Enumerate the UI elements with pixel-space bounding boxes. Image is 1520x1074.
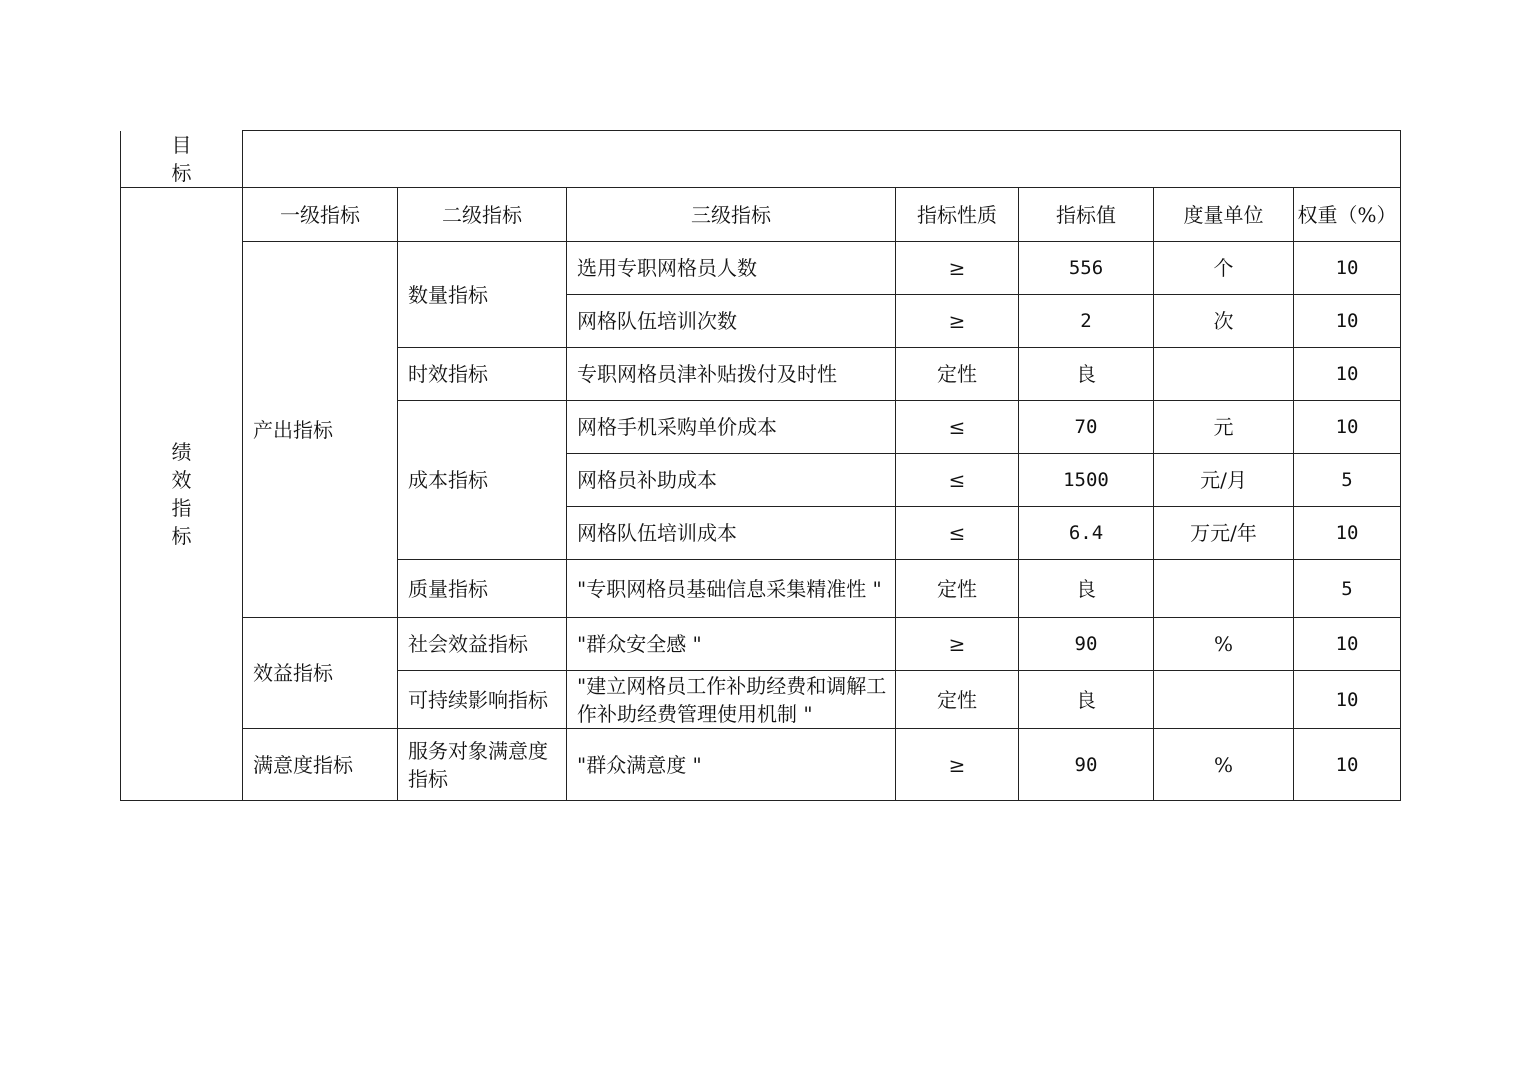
weight-cell: 10 <box>1294 618 1401 671</box>
unit-cell <box>1154 560 1294 618</box>
weight-cell: 5 <box>1294 560 1401 618</box>
level2-timeliness: 时效指标 <box>398 348 567 401</box>
value-cell: 良 <box>1019 671 1154 729</box>
goal-label-char: 目 <box>171 132 192 157</box>
value-cell: 70 <box>1019 401 1154 454</box>
goal-content-cell <box>243 131 1401 188</box>
level3-cell: 网格手机采购单价成本 <box>567 401 896 454</box>
unit-cell: 个 <box>1154 242 1294 295</box>
value-cell: 良 <box>1019 348 1154 401</box>
nature-cell: 定性 <box>896 560 1019 618</box>
weight-cell: 10 <box>1294 507 1401 560</box>
nature-cell: ≤ <box>896 507 1019 560</box>
goal-label-char: 标 <box>171 160 192 185</box>
level2-service: 服务对象满意度指标 <box>398 729 567 801</box>
unit-cell: 次 <box>1154 295 1294 348</box>
table-row <box>121 729 1401 801</box>
table-row <box>121 242 1401 295</box>
header-level3: 三级指标 <box>567 188 896 242</box>
value-cell: 6.4 <box>1019 507 1154 560</box>
goal-label-cell <box>121 131 243 188</box>
document-page <box>120 130 1401 801</box>
weight-cell: 10 <box>1294 348 1401 401</box>
level3-cell: 网格队伍培训成本 <box>567 507 896 560</box>
nature-cell: ≥ <box>896 295 1019 348</box>
unit-cell: 元 <box>1154 401 1294 454</box>
level3-cell: 网格队伍培训次数 <box>567 295 896 348</box>
section-label-cell <box>121 188 243 801</box>
value-cell: 90 <box>1019 618 1154 671</box>
section-label-char: 绩 <box>171 440 192 464</box>
header-unit: 度量单位 <box>1154 188 1294 242</box>
value-cell: 556 <box>1019 242 1154 295</box>
level3-cell: "建立网格员工作补助经费和调解工作补助经费管理使用机制 " <box>567 671 896 729</box>
level3-cell: "专职网格员基础信息采集精准性 " <box>567 560 896 618</box>
weight-cell: 10 <box>1294 295 1401 348</box>
level2-quantity: 数量指标 <box>398 242 567 348</box>
section-label-char: 指 <box>171 496 192 520</box>
unit-cell: % <box>1154 729 1294 801</box>
value-cell: 90 <box>1019 729 1154 801</box>
value-cell: 1500 <box>1019 454 1154 507</box>
level3-cell: 网格员补助成本 <box>567 454 896 507</box>
weight-cell: 10 <box>1294 671 1401 729</box>
level1-output: 产出指标 <box>243 242 398 618</box>
nature-cell: ≥ <box>896 242 1019 295</box>
level2-quality: 质量指标 <box>398 560 567 618</box>
header-level1: 一级指标 <box>243 188 398 242</box>
level3-cell: 选用专职网格员人数 <box>567 242 896 295</box>
level1-satisfaction: 满意度指标 <box>243 729 398 801</box>
weight-cell: 10 <box>1294 729 1401 801</box>
nature-cell: 定性 <box>896 348 1019 401</box>
section-label-char: 效 <box>171 468 192 492</box>
unit-cell: % <box>1154 618 1294 671</box>
weight-cell: 5 <box>1294 454 1401 507</box>
unit-cell <box>1154 671 1294 729</box>
table-row <box>121 618 1401 671</box>
level3-cell: 专职网格员津补贴拨付及时性 <box>567 348 896 401</box>
goal-row <box>121 131 1401 188</box>
unit-cell: 万元/年 <box>1154 507 1294 560</box>
level2-social: 社会效益指标 <box>398 618 567 671</box>
section-label-char: 标 <box>171 524 192 548</box>
weight-cell: 10 <box>1294 242 1401 295</box>
level3-cell: "群众安全感 " <box>567 618 896 671</box>
level2-cost: 成本指标 <box>398 401 567 560</box>
weight-cell: 10 <box>1294 401 1401 454</box>
nature-cell: ≤ <box>896 454 1019 507</box>
header-nature: 指标性质 <box>896 188 1019 242</box>
header-weight: 权重（%） <box>1294 188 1401 242</box>
unit-cell <box>1154 348 1294 401</box>
header-row <box>121 188 1401 242</box>
header-level2: 二级指标 <box>398 188 567 242</box>
header-value: 指标值 <box>1019 188 1154 242</box>
nature-cell: ≥ <box>896 729 1019 801</box>
unit-cell: 元/月 <box>1154 454 1294 507</box>
value-cell: 2 <box>1019 295 1154 348</box>
level3-cell: "群众满意度 " <box>567 729 896 801</box>
nature-cell: ≥ <box>896 618 1019 671</box>
performance-indicator-table <box>120 130 1401 801</box>
nature-cell: 定性 <box>896 671 1019 729</box>
level1-benefit: 效益指标 <box>243 618 398 729</box>
value-cell: 良 <box>1019 560 1154 618</box>
level2-sustain: 可持续影响指标 <box>398 671 567 729</box>
nature-cell: ≤ <box>896 401 1019 454</box>
